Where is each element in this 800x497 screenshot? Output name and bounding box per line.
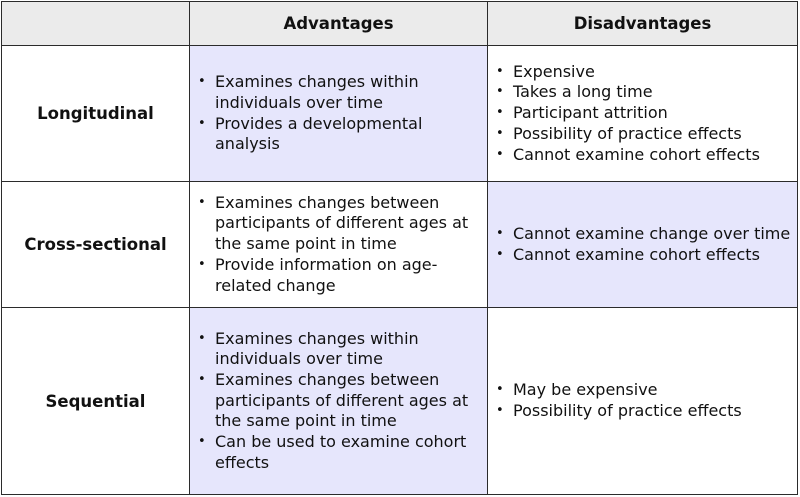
list-item-text: Examines changes between participants of different ages at the same point in time [215, 369, 469, 431]
bullet-icon: • [496, 146, 504, 162]
list-item-text: Expensive [513, 61, 595, 81]
row-label-longitudinal: Longitudinal [2, 46, 190, 182]
table-row [2, 46, 798, 182]
bullet-icon: • [198, 74, 206, 90]
row-label-sequential: Sequential [2, 308, 190, 495]
list-item [194, 255, 481, 296]
bullet-icon: • [198, 194, 206, 210]
list-item [492, 103, 791, 124]
header-row [2, 2, 798, 46]
advantages-cell-cross-sectional [190, 182, 488, 308]
list-item [194, 370, 481, 432]
list-item-text: Possibility of practice effects [513, 401, 742, 420]
bullet-icon: • [496, 63, 504, 79]
list-item-text: Can be used to examine cohort effects [215, 432, 467, 472]
bullet-list [190, 72, 487, 155]
list-item-text: Examines changes within individuals over time [215, 328, 419, 369]
row-label-cross-sectional: Cross-sectional [2, 182, 190, 308]
bullet-icon: • [496, 403, 504, 418]
list-item [492, 62, 791, 83]
list-item-text: May be expensive [513, 380, 658, 400]
bullet-icon: • [198, 371, 206, 387]
list-item-text: Provides a developmental analysis [215, 113, 423, 154]
bullet-list [488, 380, 797, 421]
list-item [492, 82, 791, 103]
disadvantages-cell-longitudinal [488, 46, 798, 182]
list-item-text: Provide information on age-related change [215, 254, 438, 295]
bullet-icon: • [496, 105, 504, 121]
list-item [194, 432, 481, 473]
bullet-list [488, 224, 797, 265]
advantages-cell-sequential [190, 308, 488, 495]
list-item [492, 224, 791, 245]
list-item-text: Possibility of practice effects [513, 123, 742, 143]
bullet-list [488, 62, 797, 166]
disadvantages-cell-sequential [488, 308, 798, 495]
bullet-icon: • [198, 256, 206, 272]
list-item-text: Examines changes within individuals over time [215, 72, 419, 112]
corner-cell [2, 2, 190, 46]
list-item [492, 401, 791, 422]
list-item [492, 380, 791, 401]
list-item-text: Takes a long time [513, 82, 653, 102]
list-item [492, 145, 791, 166]
list-item [194, 72, 481, 113]
table-row [2, 182, 798, 308]
bullet-list [190, 193, 487, 297]
advantages-cell-longitudinal [190, 46, 488, 182]
bullet-icon: • [496, 382, 504, 398]
bullet-list [190, 329, 487, 474]
list-item-text: Examines changes between participants of different ages at the same point in time [215, 192, 469, 254]
bullet-icon: • [496, 125, 504, 141]
table-row [2, 308, 798, 495]
header-disadvantages: Disadvantages [488, 2, 798, 46]
list-item [492, 124, 791, 145]
disadvantages-cell-cross-sectional [488, 182, 798, 308]
bullet-icon: • [198, 330, 206, 346]
bullet-icon: • [198, 115, 206, 131]
bullet-icon: • [496, 246, 504, 262]
list-item-text: Cannot examine cohort effects [513, 144, 760, 164]
list-item [194, 114, 481, 155]
list-item-text: Cannot examine cohort effects [513, 244, 760, 264]
list-item-text: Participant attrition [513, 103, 668, 123]
bullet-icon: • [496, 225, 504, 241]
research-designs-table [1, 1, 798, 495]
list-item [194, 193, 481, 255]
list-item [194, 329, 481, 370]
list-item [492, 245, 791, 266]
list-item-text: Cannot examine change over time [513, 223, 791, 243]
bullet-icon: • [496, 84, 504, 100]
bullet-icon: • [198, 434, 206, 450]
header-advantages: Advantages [190, 2, 488, 46]
